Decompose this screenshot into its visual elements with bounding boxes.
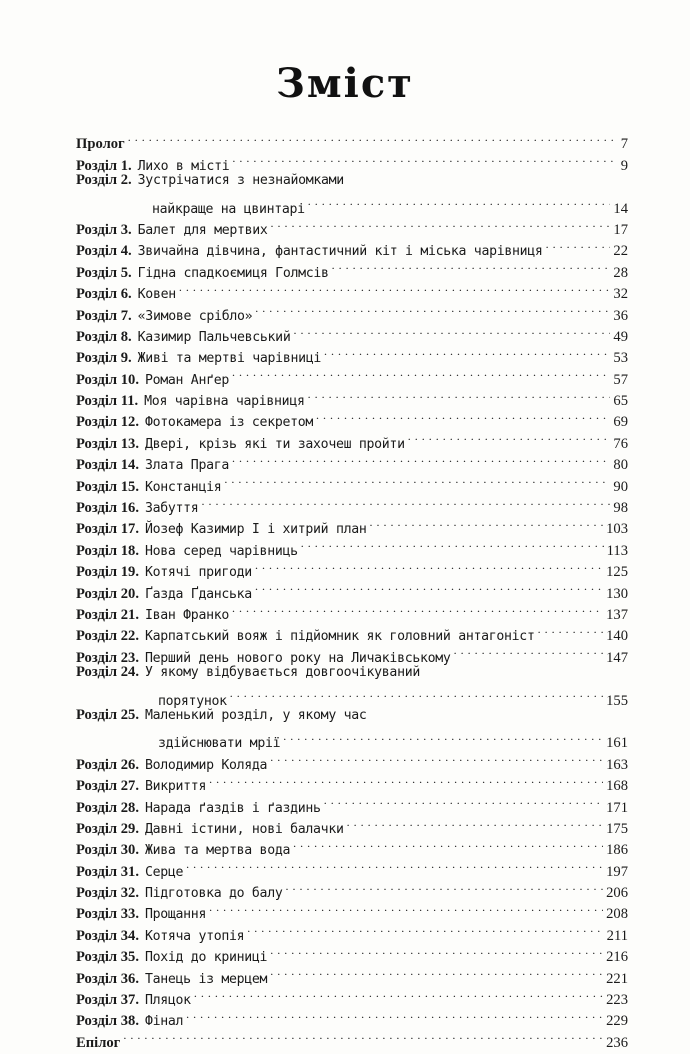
- toc-chapter-label: Розділ 32.: [76, 885, 139, 902]
- toc-leader-dots: [538, 619, 604, 640]
- toc-chapter-title: У якому відбувається довгоочікуваний: [144, 664, 420, 680]
- toc-leader-dots: [255, 298, 610, 319]
- toc-leader-dots: [194, 983, 603, 1004]
- toc-chapter-title: Фотокамера із секретом: [144, 415, 314, 431]
- toc-leader-dots: [232, 148, 617, 169]
- toc-chapter-label: Розділ 16.: [76, 500, 139, 517]
- toc-chapter-label: Розділ 9.: [76, 350, 132, 367]
- toc-leader-dots: [271, 213, 611, 234]
- toc-leader-dots: [270, 940, 603, 961]
- toc-chapter-title: Давні істини, нові балачки: [144, 821, 344, 837]
- toc-page-number: 223: [606, 992, 628, 1009]
- toc-chapter-label: Розділ 27.: [76, 778, 139, 795]
- toc-chapter-label: Розділ 4.: [76, 243, 132, 260]
- toc-chapter-title: Карпатський вояж і підйомник як головний антагоніст: [144, 629, 535, 645]
- toc-chapter-title: Серце: [144, 864, 184, 880]
- toc-page-number: 163: [606, 756, 628, 773]
- toc-leader-dots: [247, 918, 603, 939]
- toc-chapter-title: Ґазда Ґданська: [144, 586, 252, 602]
- toc-page-number: 147: [606, 649, 628, 666]
- toc-chapter-label: Розділ 35.: [76, 949, 139, 966]
- toc-chapter-label: Розділ 31.: [76, 863, 139, 880]
- toc-chapter-label: Розділ 8.: [76, 328, 132, 345]
- toc-page-number: 175: [606, 820, 628, 837]
- toc-leader-dots: [324, 790, 603, 811]
- toc-chapter-title: Викриття: [144, 779, 207, 795]
- toc-leader-dots: [293, 320, 610, 341]
- toc-entry: [76, 148, 628, 174]
- toc-entry: [76, 170, 628, 217]
- toc-chapter-title: Котячі пригоди: [144, 565, 252, 581]
- toc-chapter-label: Розділ 24.: [76, 663, 139, 680]
- toc-page-number: 186: [606, 842, 628, 859]
- toc-leader-dots: [308, 384, 611, 405]
- toc-chapter-label: Розділ 30.: [76, 842, 139, 859]
- toc-page-number: 80: [613, 457, 628, 474]
- toc-chapter-title: Маленький розділ, у якому час: [144, 707, 367, 723]
- toc-leader-dots: [186, 1004, 603, 1025]
- toc-chapter-label: Розділ 28.: [76, 799, 139, 816]
- toc-chapter-label: Розділ 10.: [76, 371, 139, 388]
- toc-chapter-label: Розділ 2.: [76, 171, 132, 188]
- toc-chapter-label: Розділ 11.: [76, 393, 139, 410]
- toc-page-number: 130: [606, 585, 628, 602]
- toc-chapter-title: Звичайна дівчина, фантастичний кіт і міська чарівниця: [137, 244, 543, 260]
- toc-chapter-title: Двері, крізь які ти захочеш пройти: [144, 436, 405, 452]
- toc-page-number: 7: [620, 136, 628, 153]
- toc-page-number: 206: [606, 885, 628, 902]
- toc-entry: [76, 705, 628, 752]
- toc-page-number: 137: [606, 606, 628, 623]
- toc-leader-dots: [293, 833, 603, 854]
- toc-page-number: 32: [613, 286, 628, 303]
- toc-chapter-label: Розділ 12.: [76, 414, 139, 431]
- toc-page-number: 53: [613, 350, 628, 367]
- toc-chapter-title: Констанція: [144, 479, 222, 495]
- toc-chapter-label: Епілог: [76, 1034, 121, 1051]
- toc-leader-dots: [546, 234, 611, 255]
- toc-chapter-label: Розділ 5.: [76, 264, 132, 281]
- toc-leader-dots: [232, 362, 610, 383]
- toc-page-number: 155: [606, 692, 628, 709]
- toc-page-number: 236: [606, 1034, 628, 1051]
- toc-page-number: 36: [613, 307, 628, 324]
- toc-chapter-label: Пролог: [76, 136, 125, 153]
- toc-chapter-label: Розділ 20.: [76, 585, 139, 602]
- toc-leader-dots: [270, 747, 603, 768]
- toc-chapter-title: Котяча утопія: [144, 928, 245, 944]
- toc-chapter-label: Розділ 7.: [76, 307, 132, 324]
- toc-leader-dots: [255, 576, 603, 597]
- toc-chapter-title: Казимир Пальчевський: [137, 329, 291, 345]
- toc-leader-dots: [186, 854, 603, 875]
- toc-chapter-title: Йозеф Казимир I і хитрий план: [144, 522, 367, 538]
- toc-chapter-title: Гідна спадкоємиця Голмсів: [137, 265, 329, 281]
- toc-leader-dots: [408, 426, 611, 447]
- toc-leader-dots: [123, 1025, 603, 1046]
- toc-page-number: 168: [606, 778, 628, 795]
- toc-page-number: 98: [613, 500, 628, 517]
- toc-leader-dots: [308, 191, 611, 212]
- toc-chapter-title: «Зимове срібло»: [137, 308, 253, 324]
- toc-chapter-label: Розділ 15.: [76, 478, 139, 495]
- table-of-contents: [76, 127, 628, 1051]
- toc-page-number: 140: [606, 628, 628, 645]
- toc-chapter-label: Розділ 3.: [76, 221, 132, 238]
- toc-leader-dots: [347, 812, 604, 833]
- toc-chapter-label: Розділ 33.: [76, 906, 139, 923]
- toc-page-number: 211: [606, 927, 628, 944]
- toc-leader-dots: [270, 961, 603, 982]
- toc-chapter-label: Розділ 23.: [76, 649, 139, 666]
- toc-leader-dots: [179, 277, 611, 298]
- toc-page-number: 76: [613, 435, 628, 452]
- toc-leader-dots: [224, 469, 610, 490]
- toc-page-number: 17: [613, 221, 628, 238]
- toc-leader-dots: [285, 876, 603, 897]
- toc-chapter-label: Розділ 26.: [76, 756, 139, 773]
- toc-chapter-label: Розділ 6.: [76, 286, 132, 303]
- toc-chapter-title: Пляцок: [144, 993, 191, 1009]
- toc-leader-dots: [301, 533, 604, 554]
- toc-chapter-label: Розділ 34.: [76, 927, 139, 944]
- toc-page-number: 65: [613, 393, 628, 410]
- toc-chapter-title: Злата Прага: [144, 458, 230, 474]
- toc-leader-dots: [232, 448, 610, 469]
- toc-leader-dots: [255, 555, 603, 576]
- toc-leader-dots: [283, 726, 603, 747]
- toc-page-number: 28: [613, 264, 628, 281]
- toc-leader-dots: [232, 598, 603, 619]
- toc-chapter-title: Зустрічатися з незнайомками: [137, 172, 344, 188]
- toc-page-number: 9: [620, 157, 628, 174]
- toc-chapter-title: Моя чарівна чарівниця: [144, 394, 305, 410]
- toc-chapter-title: Жива та мертва вода: [144, 843, 291, 859]
- toc-chapter-label: Розділ 37.: [76, 992, 139, 1009]
- toc-chapter-title: Підготовка до балу: [144, 886, 283, 902]
- toc-chapter-label: Розділ 36.: [76, 970, 139, 987]
- toc-page-number: 22: [613, 243, 628, 260]
- toc-leader-dots: [128, 127, 618, 148]
- toc-chapter-label: Розділ 18.: [76, 542, 139, 559]
- toc-chapter-title: Володимир Коляда: [144, 757, 268, 773]
- toc-entry: [76, 662, 628, 709]
- toc-chapter-title: Лихо в місті: [137, 158, 230, 174]
- toc-leader-dots: [332, 255, 611, 276]
- toc-page-number: 216: [606, 949, 628, 966]
- toc-page-number: 103: [606, 521, 628, 538]
- toc-chapter-title: Іван Франко: [144, 607, 230, 623]
- toc-chapter-label: Розділ 17.: [76, 521, 139, 538]
- toc-chapter-title: Фінал: [144, 1014, 184, 1030]
- toc-chapter-title: Нарада ґаздів і ґаздинь: [144, 800, 321, 816]
- toc-leader-dots: [370, 512, 604, 533]
- toc-leader-dots: [230, 683, 603, 704]
- toc-chapter-label: Розділ 1.: [76, 157, 132, 174]
- toc-chapter-title: Перший день нового року на Личаківському: [144, 650, 451, 666]
- toc-leader-dots: [201, 491, 610, 512]
- toc-leader-dots: [209, 769, 603, 790]
- toc-chapter-label: Розділ 22.: [76, 628, 139, 645]
- toc-chapter-title-continued: найкраще на цвинтарі: [152, 201, 305, 217]
- toc-chapter-title: Похід до криниці: [144, 950, 268, 966]
- toc-entry: [76, 1025, 628, 1051]
- toc-chapter-title: Нова серед чарівниць: [144, 543, 298, 559]
- toc-page-number: 49: [613, 328, 628, 345]
- toc-page-number: 69: [613, 414, 628, 431]
- toc-chapter-label: Розділ 38.: [76, 1013, 139, 1030]
- toc-chapter-title: Живі та мертві чарівниці: [137, 351, 322, 367]
- toc-chapter-label: Розділ 29.: [76, 820, 139, 837]
- toc-chapter-label: Розділ 14.: [76, 457, 139, 474]
- toc-page-number: 161: [606, 735, 628, 752]
- toc-leader-dots: [324, 341, 610, 362]
- toc-page-number: 57: [613, 371, 628, 388]
- toc-page-number: 208: [606, 906, 628, 923]
- toc-page-number: 113: [606, 542, 628, 559]
- toc-leader-dots: [316, 405, 610, 426]
- toc-entry: [76, 127, 628, 153]
- toc-chapter-title-continued: порятунок: [158, 693, 227, 709]
- toc-leader-dots: [209, 897, 603, 918]
- toc-chapter-title: Забуття: [144, 501, 199, 517]
- toc-chapter-title: Ковен: [137, 287, 176, 303]
- page-title: Зміст: [276, 60, 414, 107]
- toc-chapter-title: Балет для мертвих: [137, 222, 268, 238]
- toc-page-number: 221: [606, 970, 628, 987]
- toc-chapter-title-continued: здійснювати мрії: [158, 736, 281, 752]
- toc-page-number: 125: [606, 564, 628, 581]
- toc-page-number: 14: [613, 200, 628, 217]
- toc-leader-dots: [454, 640, 604, 661]
- toc-page-number: 229: [606, 1013, 628, 1030]
- toc-chapter-label: Розділ 13.: [76, 435, 139, 452]
- toc-chapter-label: Розділ 19.: [76, 564, 139, 581]
- toc-page-number: 171: [606, 799, 628, 816]
- toc-chapter-label: Розділ 21.: [76, 606, 139, 623]
- toc-page-number: 197: [606, 863, 628, 880]
- toc-chapter-title: Прощання: [144, 907, 207, 923]
- toc-page-number: 90: [613, 478, 628, 495]
- toc-chapter-label: Розділ 25.: [76, 706, 139, 723]
- toc-chapter-title: Танець із мерцем: [144, 971, 268, 987]
- toc-chapter-title: Роман Анґер: [144, 372, 230, 388]
